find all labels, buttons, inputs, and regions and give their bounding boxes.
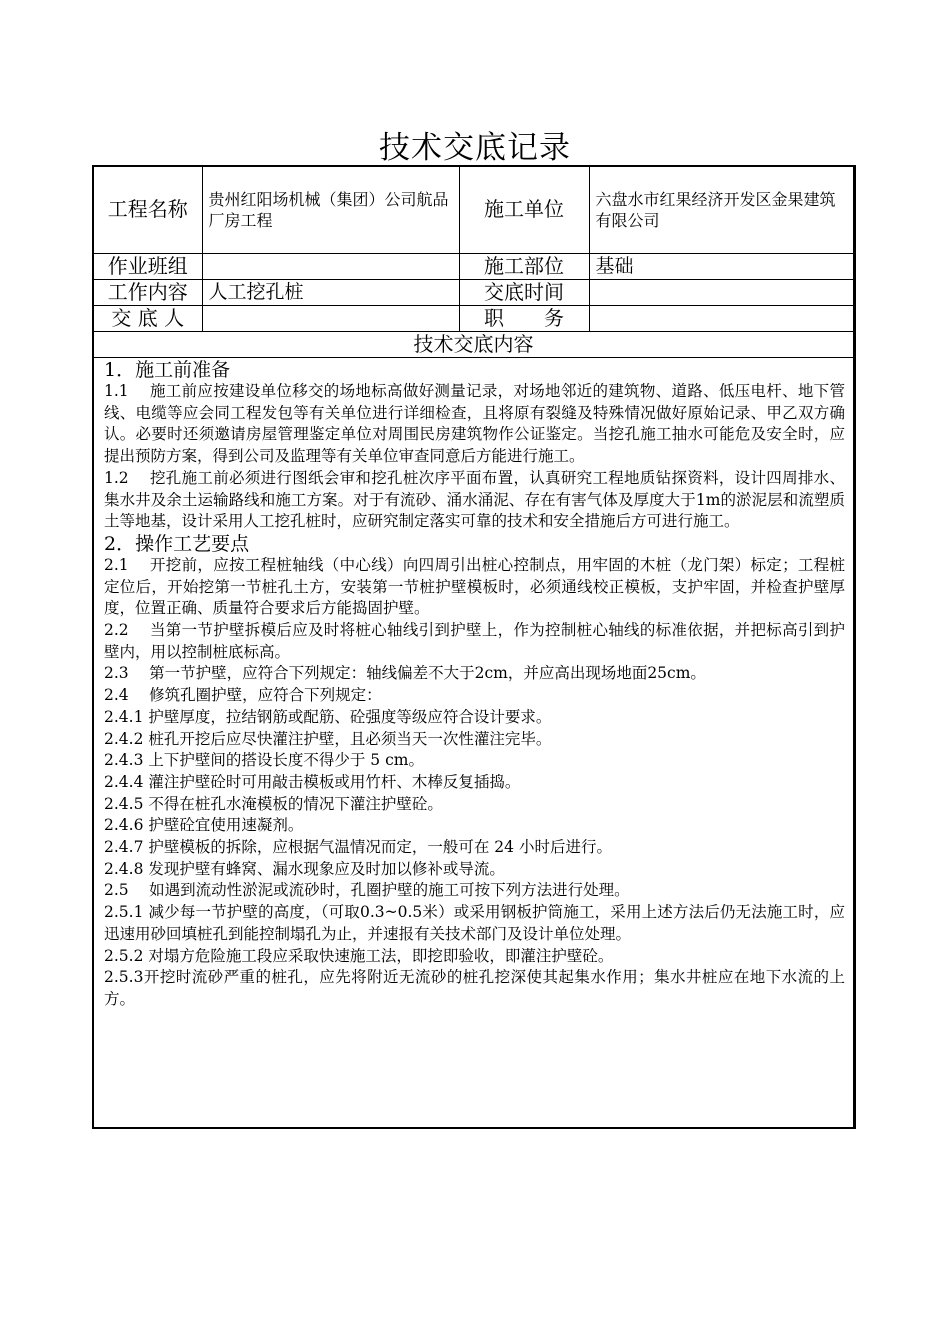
paragraph: 2.4 修筑孔圈护壁，应符合下列规定： bbox=[104, 686, 382, 705]
team-label: 作业班组 bbox=[94, 253, 202, 279]
paragraph: 2.5 如遇到流动性淤泥或流砂时，孔圈护壁的施工可按下列方法进行处理。 bbox=[104, 881, 630, 900]
paragraph: 2.5.2 对塌方危险施工段应采取快速施工法，即挖即验收，即灌注护壁砼。 bbox=[104, 946, 614, 965]
team-value bbox=[202, 253, 459, 279]
person-label: 交 底 人 bbox=[94, 305, 202, 331]
paragraph: 1.2 挖孔施工前必须进行图纸会审和挖孔桩次序平面布置，认真研究工程地质钻探资料，设计四周排水、集水井及余土运输路线和施工方案。对于有流砂、涌水涌泥、存在有害气体及厚度大于1m的淤泥层和流塑质土等地基，设计采用人工挖孔桩时，应研究制定落实可靠的技术和安全措施后方可进行施工。 bbox=[104, 468, 845, 531]
page-title: 技术交底记录 bbox=[379, 130, 571, 166]
header-table bbox=[94, 167, 853, 358]
section-heading: 2．操作工艺要点 bbox=[104, 532, 250, 555]
paragraph: 2.5.3开挖时流砂严重的桩孔，应先将附近无流砂的桩孔挖深使其起集水作用；集水井桩应在地下水流的上方。 bbox=[104, 968, 845, 1008]
paragraph: 2.4.2 桩孔开挖后应尽快灌注护壁，且必须当天一次性灌注完毕。 bbox=[104, 729, 552, 748]
paragraph: 2.4.8 发现护壁有蜂窝、漏水现象应及时加以修补或导流。 bbox=[104, 859, 505, 878]
paragraph: 2.4.3 上下护壁间的搭设长度不得少于 5 cm。 bbox=[104, 751, 424, 770]
location-label: 施工部位 bbox=[459, 253, 589, 279]
project-name-label: 工程名称 bbox=[94, 167, 202, 253]
work-value: 人工挖孔桩 bbox=[202, 279, 459, 305]
time-value bbox=[589, 279, 853, 305]
paragraph: 2.3 第一节护壁，应符合下列规定：轴线偏差不大于2cm，并应高出现场地面25cm。 bbox=[104, 664, 706, 683]
section-heading: 1．施工前准备 bbox=[104, 359, 231, 381]
paragraph: 2.4.7 护壁模板的拆除，应根据气温情况而定，一般可在 24 小时后进行。 bbox=[104, 838, 612, 857]
paragraph: 2.4.4 灌注护壁砼时可用敲击模板或用竹杆、木棒反复插捣。 bbox=[104, 772, 521, 791]
builder-label: 施工单位 bbox=[459, 167, 589, 253]
position-label: 职 务 bbox=[459, 305, 589, 331]
paragraph: 2.1 开挖前，应按工程桩轴线（中心线）向四周引出桩心控制点，用牢固的木桩（龙门架）标定；工程桩定位后，开始挖第一节桩孔土方，安装第一节桩护壁模板时，必须通线校正模板，支护牢固，并检查护壁厚度，位置正确、质量符合要求后方能捣固护壁。 bbox=[104, 555, 845, 618]
record-form bbox=[92, 165, 856, 1129]
paragraph: 2.4.6 护壁砼宜使用速凝剂。 bbox=[104, 816, 304, 835]
location-value: 基础 bbox=[589, 253, 853, 279]
paragraph: 1.1 施工前应按建设单位移交的场地标高做好测量记录，对场地邻近的建筑物、道路、低压电杆、地下管线、电缆等应会同工程发包等有关单位进行详细检查，且将原有裂缝及特殊情况做好原始记录、甲乙双方确认。必要时还须邀请房屋管理鉴定单位对周围民房建筑物作公证鉴定。当挖孔施工抽水可能危及安全时，应提出预防方案，得到公司及监理等有关单位审查同意后方能进行施工。 bbox=[104, 382, 845, 466]
paragraph: 2.4.1 护壁厚度，拉结钢筋或配筋、砼强度等级应符合设计要求。 bbox=[104, 707, 552, 726]
builder-value: 六盘水市红果经济开发区金果建筑有限公司 bbox=[589, 167, 853, 253]
time-label: 交底时间 bbox=[459, 279, 589, 305]
work-label: 工作内容 bbox=[94, 279, 202, 305]
paragraph: 2.2 当第一节护壁拆模后应及时将桩心轴线引到护壁上，作为控制桩心轴线的标准依据，并把标高引到护壁内，用以控制桩底标高。 bbox=[104, 621, 845, 661]
paragraph: 2.4.5 不得在桩孔水淹模板的情况下灌注护壁砼。 bbox=[104, 794, 443, 813]
section-title: 技术交底内容 bbox=[94, 331, 853, 357]
person-value bbox=[202, 305, 459, 331]
position-value bbox=[589, 305, 853, 331]
paragraph: 2.5.1 减少每一节护壁的高度，（可取0.3~0.5米）或采用钢板护筒施工，采用上述方法后仍无法施工时，应迅速用砂回填桩孔到能控制塌孔为止，并速报有关技术部门及设计单位处理。 bbox=[104, 903, 845, 943]
content-body bbox=[94, 359, 853, 1011]
project-name-value: 贵州红阳场机械（集团）公司航品厂房工程 bbox=[202, 167, 459, 253]
